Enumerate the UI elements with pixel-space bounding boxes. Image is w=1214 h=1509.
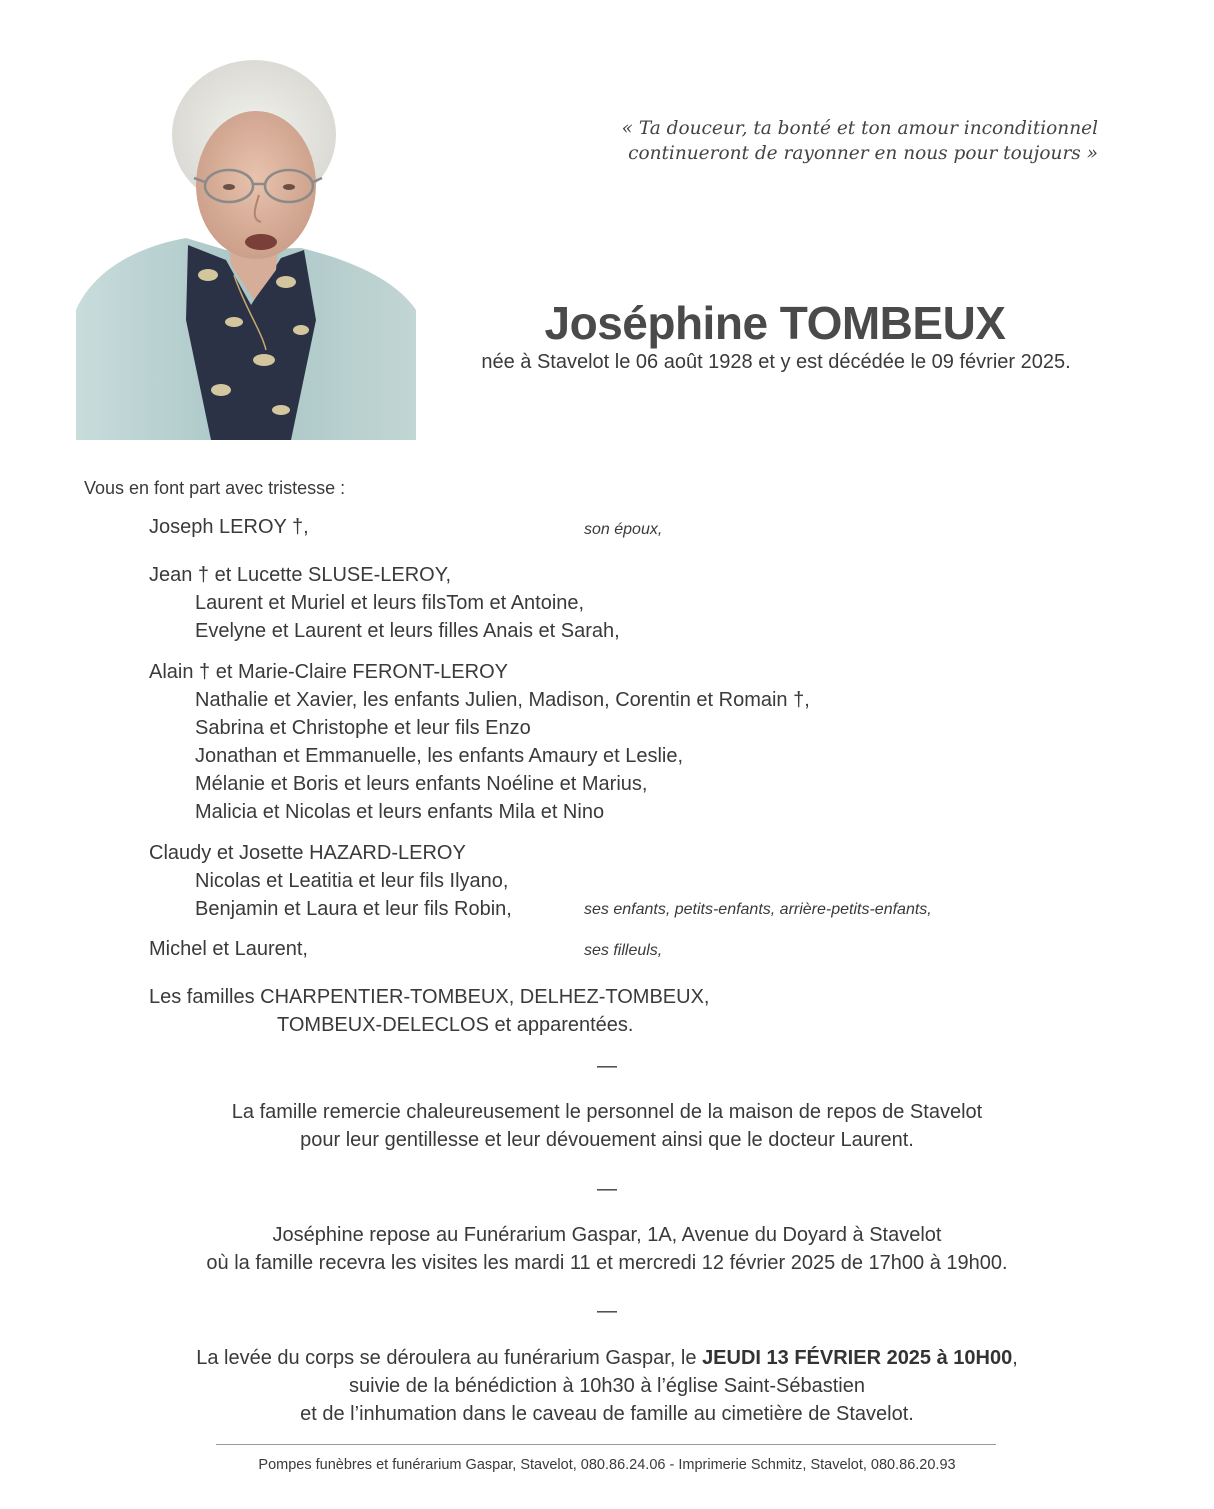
godchildren-line: Michel et Laurent, bbox=[149, 938, 308, 960]
ceremony-line-3: et de l’inhumation dans le caveau de famille au cimetière de Stavelot. bbox=[300, 1403, 914, 1425]
families-line-2: TOMBEUX-DELECLOS et apparentées. bbox=[277, 1014, 634, 1036]
family-line: Jonathan et Emmanuelle, les enfants Amaury et Leslie, bbox=[195, 745, 684, 767]
spouse-line: Joseph LEROY †, bbox=[149, 516, 309, 538]
deceased-name: Joséphine TOMBEUX bbox=[544, 297, 1006, 349]
quote-line-2: continueront de rayonner en nous pour toujours » bbox=[628, 143, 1098, 164]
visit-line-2: où la famille recevra les visites les mardi 11 et mercredi 12 février 2025 de 17h00 à 19h00. bbox=[206, 1252, 1008, 1274]
separator-dash: — bbox=[597, 1178, 617, 1200]
footer-credits: Pompes funèbres et funérarium Gaspar, Stavelot, 080.86.24.06 - Imprimerie Schmitz, Stavelot, 080.86.20.93 bbox=[258, 1457, 956, 1473]
portrait-photo bbox=[76, 60, 416, 440]
ceremony-line-2: suivie de la bénédiction à 10h30 à l’église Saint-Sébastien bbox=[349, 1375, 865, 1397]
ceremony-date: JEUDI 13 FÉVRIER 2025 à 10H00 bbox=[702, 1347, 1013, 1369]
epigraph-quote bbox=[560, 116, 1098, 166]
family-line: Alain † et Marie-Claire FERONT-LEROY bbox=[149, 661, 508, 683]
families-line-1: Les familles CHARPENTIER-TOMBEUX, DELHEZ-TOMBEUX, bbox=[149, 986, 710, 1008]
family-line: Jean † et Lucette SLUSE-LEROY, bbox=[149, 564, 452, 586]
separator-dash: — bbox=[597, 1300, 617, 1322]
godchildren-relation: ses filleuls, bbox=[584, 942, 663, 959]
quote-line-1: « Ta douceur, ta bonté et ton amour inconditionnel bbox=[621, 118, 1098, 139]
family-line: Evelyne et Laurent et leurs filles Anais et Sarah, bbox=[195, 620, 620, 642]
ceremony-line-1 bbox=[0, 1347, 1214, 1370]
family-line: Malicia et Nicolas et leurs enfants Mila et Nino bbox=[195, 801, 605, 823]
visit-line-1: Joséphine repose au Funérarium Gaspar, 1A, Avenue du Doyard à Stavelot bbox=[272, 1224, 942, 1246]
children-relation: ses enfants, petits-enfants, arrière-petits-enfants, bbox=[584, 901, 932, 918]
separator-dash: — bbox=[597, 1055, 617, 1077]
family-line: Benjamin et Laura et leur fils Robin, bbox=[195, 898, 512, 920]
announcement-intro: Vous en font part avec tristesse : bbox=[84, 478, 346, 498]
family-line: Claudy et Josette HAZARD-LEROY bbox=[149, 842, 466, 864]
family-line: Nicolas et Leatitia et leur fils Ilyano, bbox=[195, 870, 509, 892]
thanks-line-2: pour leur gentillesse et leur dévouement ainsi que le docteur Laurent. bbox=[300, 1129, 914, 1151]
family-line: Nathalie et Xavier, les enfants Julien, Madison, Corentin et Romain †, bbox=[195, 689, 810, 711]
thanks-line-1: La famille remercie chaleureusement le personnel de la maison de repos de Stavelot bbox=[231, 1101, 983, 1123]
ceremony-suffix: , bbox=[1012, 1347, 1018, 1369]
footer-divider bbox=[216, 1444, 996, 1445]
family-line: Mélanie et Boris et leurs enfants Noéline et Marius, bbox=[195, 773, 648, 795]
ceremony-prefix: La levée du corps se déroulera au funérarium Gaspar, le bbox=[196, 1347, 703, 1369]
spouse-relation: son époux, bbox=[584, 521, 663, 538]
birth-death-dates: née à Stavelot le 06 août 1928 et y est décédée le 09 février 2025. bbox=[481, 351, 1071, 373]
family-line: Sabrina et Christophe et leur fils Enzo bbox=[195, 717, 531, 739]
family-line: Laurent et Muriel et leurs filsTom et Antoine, bbox=[195, 592, 585, 614]
